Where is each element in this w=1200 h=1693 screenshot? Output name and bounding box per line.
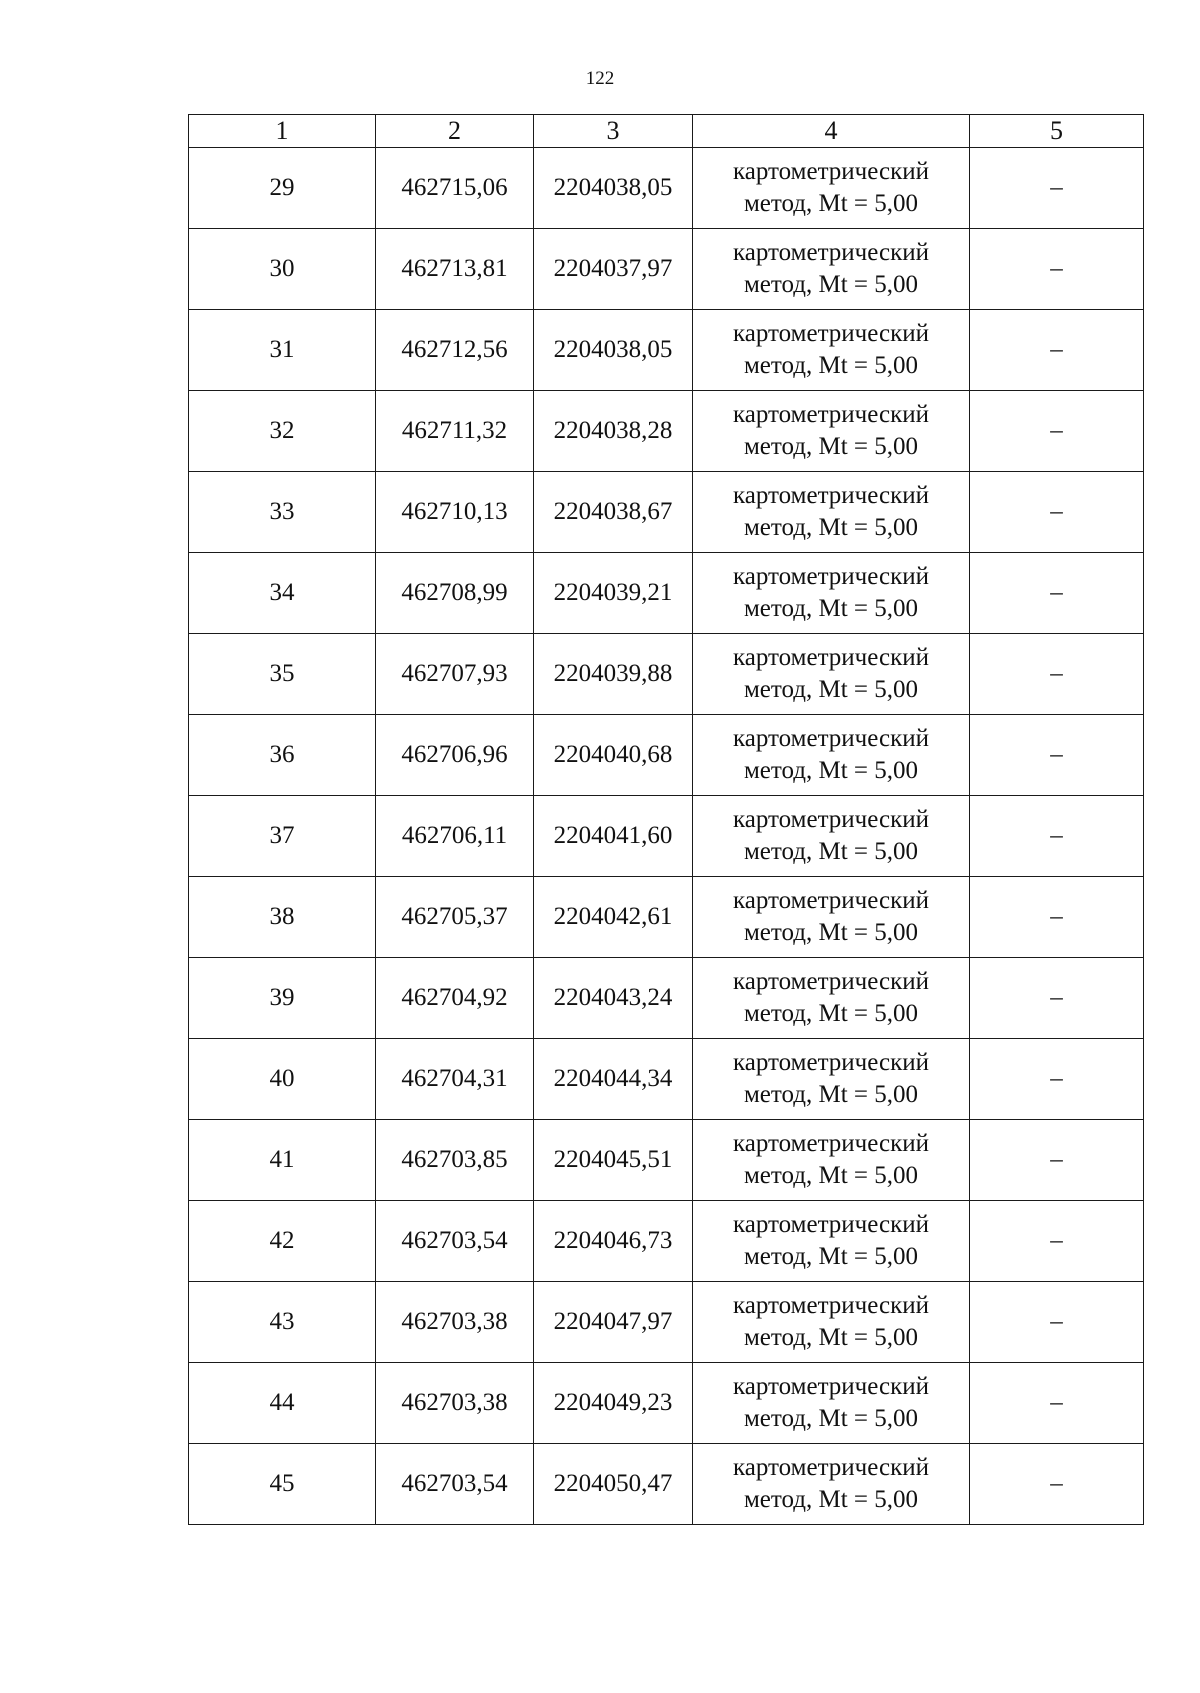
coordinate-x-cell: 462703,54 <box>376 1201 534 1282</box>
table-row <box>189 1282 1144 1363</box>
method-cell: картометрический метод, Mt = 5,00 <box>693 958 970 1039</box>
point-number-cell: 44 <box>189 1363 376 1444</box>
table-row <box>189 796 1144 877</box>
method-cell: картометрический метод, Mt = 5,00 <box>693 391 970 472</box>
point-number-cell: 39 <box>189 958 376 1039</box>
method-cell: картометрический метод, Mt = 5,00 <box>693 796 970 877</box>
point-number-cell: 43 <box>189 1282 376 1363</box>
coordinate-x-cell: 462715,06 <box>376 148 534 229</box>
coordinate-y-cell: 2204038,67 <box>534 472 693 553</box>
note-cell: – <box>970 634 1144 715</box>
table-row <box>189 958 1144 1039</box>
coordinate-x-cell: 462712,56 <box>376 310 534 391</box>
method-cell: картометрический метод, Mt = 5,00 <box>693 148 970 229</box>
coordinate-y-cell: 2204038,05 <box>534 310 693 391</box>
note-cell: – <box>970 715 1144 796</box>
method-cell: картометрический метод, Mt = 5,00 <box>693 634 970 715</box>
point-number-cell: 30 <box>189 229 376 310</box>
point-number-cell: 34 <box>189 553 376 634</box>
note-cell: – <box>970 796 1144 877</box>
coordinate-x-cell: 462706,96 <box>376 715 534 796</box>
note-cell: – <box>970 472 1144 553</box>
coordinate-x-cell: 462711,32 <box>376 391 534 472</box>
note-cell: – <box>970 1363 1144 1444</box>
point-number-cell: 36 <box>189 715 376 796</box>
coordinate-x-cell: 462704,92 <box>376 958 534 1039</box>
coordinate-x-cell: 462708,99 <box>376 553 534 634</box>
point-number-cell: 35 <box>189 634 376 715</box>
table-row <box>189 391 1144 472</box>
method-cell: картометрический метод, Mt = 5,00 <box>693 715 970 796</box>
coordinate-y-cell: 2204049,23 <box>534 1363 693 1444</box>
coordinate-y-cell: 2204047,97 <box>534 1282 693 1363</box>
coordinate-x-cell: 462703,54 <box>376 1444 534 1525</box>
note-cell: – <box>970 310 1144 391</box>
coordinate-y-cell: 2204038,05 <box>534 148 693 229</box>
coordinate-x-cell: 462703,38 <box>376 1282 534 1363</box>
note-cell: – <box>970 877 1144 958</box>
coordinate-x-cell: 462710,13 <box>376 472 534 553</box>
coordinate-x-cell: 462705,37 <box>376 877 534 958</box>
method-cell: картометрический метод, Mt = 5,00 <box>693 553 970 634</box>
note-cell: – <box>970 1120 1144 1201</box>
point-number-cell: 33 <box>189 472 376 553</box>
point-number-cell: 37 <box>189 796 376 877</box>
point-number-cell: 29 <box>189 148 376 229</box>
point-number-cell: 41 <box>189 1120 376 1201</box>
table-row <box>189 310 1144 391</box>
coordinate-y-cell: 2204040,68 <box>534 715 693 796</box>
table-row <box>189 148 1144 229</box>
table-row <box>189 1039 1144 1120</box>
method-cell: картометрический метод, Mt = 5,00 <box>693 472 970 553</box>
header-cell: 5 <box>970 115 1144 148</box>
table-row <box>189 877 1144 958</box>
method-cell: картометрический метод, Mt = 5,00 <box>693 1444 970 1525</box>
method-cell: картометрический метод, Mt = 5,00 <box>693 1120 970 1201</box>
coordinate-y-cell: 2204044,34 <box>534 1039 693 1120</box>
table-row <box>189 229 1144 310</box>
table-row <box>189 634 1144 715</box>
coordinate-y-cell: 2204038,28 <box>534 391 693 472</box>
coordinates-table <box>188 114 1144 1525</box>
method-cell: картометрический метод, Mt = 5,00 <box>693 1282 970 1363</box>
method-cell: картометрический метод, Mt = 5,00 <box>693 877 970 958</box>
coordinate-x-cell: 462706,11 <box>376 796 534 877</box>
coordinate-y-cell: 2204039,88 <box>534 634 693 715</box>
method-cell: картометрический метод, Mt = 5,00 <box>693 1363 970 1444</box>
point-number-cell: 38 <box>189 877 376 958</box>
note-cell: – <box>970 1444 1144 1525</box>
coordinate-y-cell: 2204041,60 <box>534 796 693 877</box>
coordinate-y-cell: 2204039,21 <box>534 553 693 634</box>
method-cell: картометрический метод, Mt = 5,00 <box>693 229 970 310</box>
coordinate-x-cell: 462704,31 <box>376 1039 534 1120</box>
note-cell: – <box>970 553 1144 634</box>
coordinate-y-cell: 2204037,97 <box>534 229 693 310</box>
table-row <box>189 1201 1144 1282</box>
table-body <box>189 115 1144 1525</box>
header-cell: 3 <box>534 115 693 148</box>
note-cell: – <box>970 148 1144 229</box>
note-cell: – <box>970 391 1144 472</box>
coordinate-x-cell: 462703,85 <box>376 1120 534 1201</box>
note-cell: – <box>970 1039 1144 1120</box>
coordinate-y-cell: 2204042,61 <box>534 877 693 958</box>
coordinate-x-cell: 462713,81 <box>376 229 534 310</box>
table-row <box>189 472 1144 553</box>
method-cell: картометрический метод, Mt = 5,00 <box>693 310 970 391</box>
note-cell: – <box>970 1282 1144 1363</box>
header-cell: 2 <box>376 115 534 148</box>
coordinate-x-cell: 462703,38 <box>376 1363 534 1444</box>
method-cell: картометрический метод, Mt = 5,00 <box>693 1201 970 1282</box>
coordinate-y-cell: 2204043,24 <box>534 958 693 1039</box>
note-cell: – <box>970 1201 1144 1282</box>
table-row <box>189 1363 1144 1444</box>
table-row <box>189 1120 1144 1201</box>
header-cell: 1 <box>189 115 376 148</box>
coordinate-x-cell: 462707,93 <box>376 634 534 715</box>
method-cell: картометрический метод, Mt = 5,00 <box>693 1039 970 1120</box>
point-number-cell: 42 <box>189 1201 376 1282</box>
coordinate-y-cell: 2204050,47 <box>534 1444 693 1525</box>
table-row <box>189 715 1144 796</box>
table-header-row <box>189 115 1144 148</box>
point-number-cell: 31 <box>189 310 376 391</box>
note-cell: – <box>970 229 1144 310</box>
point-number-cell: 40 <box>189 1039 376 1120</box>
note-cell: – <box>970 958 1144 1039</box>
table-row <box>189 553 1144 634</box>
coordinate-y-cell: 2204045,51 <box>534 1120 693 1201</box>
point-number-cell: 32 <box>189 391 376 472</box>
table-row <box>189 1444 1144 1525</box>
point-number-cell: 45 <box>189 1444 376 1525</box>
header-cell: 4 <box>693 115 970 148</box>
page-number: 122 <box>585 68 615 89</box>
coordinate-y-cell: 2204046,73 <box>534 1201 693 1282</box>
